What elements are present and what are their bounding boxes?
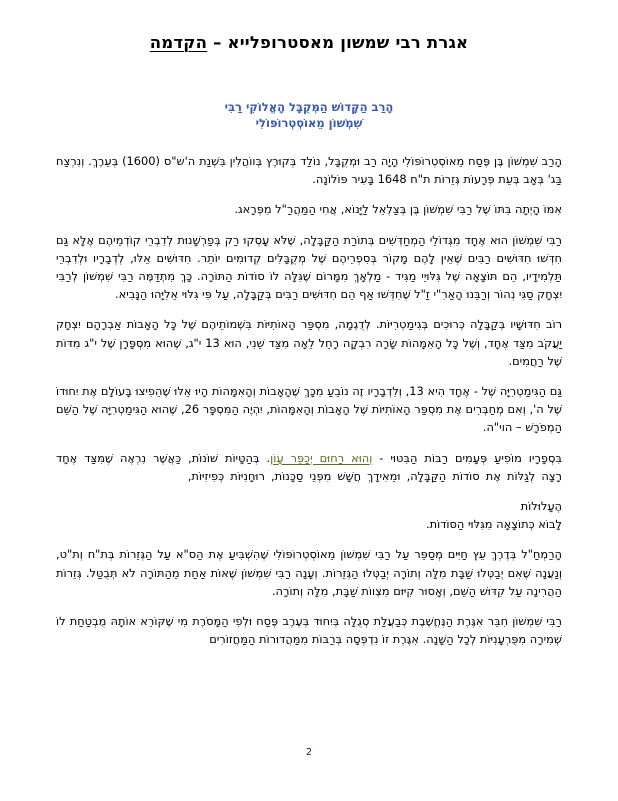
document-subtitle bbox=[0, 99, 618, 131]
vehu-rachum-text-before: בִּסְפָרָיו מוֹפִיעַ פְּעָמִים רַבּוֹת הַבִּטּוּי - bbox=[372, 450, 562, 465]
paragraph-biography: הָרַב שִׁמְשׁוֹן בֶּן פֶּסַח מֵאוֹסְטְרוֹפּוֹלִי הָיָה רַב וּמְקֻבָּל, נוֹלַד בְּקוּרֶץ בְּווֹהֲלִין בִּשְׁנַת ה'ש"ס (1600) בְּעֵרֶךְ. וְנִרְצַח בַּג' בְּאָב בְּעֵת פְּרָעוֹת גְּזֵרוֹת ת"ח 1648 בָּעִיר פּוֹלוֹנָה. bbox=[56, 154, 562, 187]
subtitle-line-2: שִׁמְשׁוֹן מֵאוֹסְטְרוֹפּוֹלִי bbox=[255, 116, 363, 130]
vehu-rachum-text-after: . בְּהַטָּיוֹת שׁוֹנוֹת, כַּאֲשֶׁר נִרְאֶה שֶׁמִּצַּד אֶחָד רָצָה לְגַלּוֹת אֶת סוֹדוֹת הַקַּבָּלָה, וּמֵאִידָךְ חֲשָׁשׁ מִפְּנֵי סַכָּנוֹת, רוּחָנִיּוֹת כְּפִיזִיּוֹת, bbox=[56, 450, 562, 483]
page-title-main: אגרת רבי שמשון מאסטרופלייא – bbox=[207, 33, 469, 52]
paragraph-igeret-segula: רַבִּי שִׁמְשׁוֹן חִבֵּר אִגֶּרֶת הַנֶּחֱשֶׁבֶת כְּבַעֲלַת סְגֻלָּה בְּיִחוּד בְּעֶרֶב פֶּסַח וּלְפִי הַמָּסֹרֶת מִי שֶׁקּוֹרֵא אוֹתָהּ מֻבְטַחַת לוֹ שְׁמִירָה מִפֻּרְעָנִיּוֹת לְכָל הַשָּׁנָה. אִגֶּרֶת זוֹ נִדְפְּסָה בְּרַבּוֹת מִמַּהֲדוּרוֹת הַמַּחֲזוֹרִים bbox=[56, 614, 562, 647]
paragraph-vehu-rachum bbox=[56, 449, 562, 485]
paragraph-gematria-thirteen: רוֹב חִדּוּשָׁיו בְּקַבָּלָה כְּרוּכִים בְּגִימַטְרִיּוֹת. לְדֻגְמָה, מִסְפַּר הָאוֹתִיּוֹת בִּשְׁמוֹתֵיהֶם שֶׁל כָּל הָאָבוֹת אַבְרָהָם יִצְחָק יַעֲקֹב מִצַּד אֶחָד, וְשֶׁל כָּל הָאִמָּהוֹת שָׂרָה רִבְקָה רָחֵל לֵאָה מִצַּד שֵׁנִי, הוּא 13 י"ג, שֶׁהוּא מִסְפָּרָן שֶׁל י"ג מִדּוֹת שֶׁל רַחֲמִים. bbox=[56, 317, 562, 368]
subtitle-line-1: הָרַב הַקָּדוֹשׁ הַמְּקֻבָּל הָאֱלוֹקִי רַבִּי bbox=[224, 100, 394, 114]
page-title bbox=[0, 33, 618, 52]
page-number: 2 bbox=[305, 747, 313, 758]
document-body bbox=[56, 152, 562, 660]
vehu-rachum-quote: וְהוּא רַחוּם יְכַפֵּר עָוֺן bbox=[270, 450, 373, 465]
page-title-underlined: הקדמה bbox=[149, 33, 208, 52]
vehu-rachum-tail-line-1: הֶעָלוּלוֹת bbox=[520, 499, 562, 514]
vehu-rachum-tail-line-2: לָבוֹא כְּתוֹצָאָה מִגִּלּוּי הַסּוֹדוֹת. bbox=[426, 517, 562, 532]
paragraph-mother: אִמּוֹ הָיְתָה בִּתּוֹ שֶׁל רַבִּי שִׁמְשׁוֹן בֶּן בְּצַלְאֵל לַיָּנוֹא, אֲחִי הַמַּהֲרַ"ל מִפְּרָאג. bbox=[234, 202, 562, 217]
paragraph-ramchal: הָרַמְחַ"ל בְּדֶרֶךְ עֵץ חַיִּים מְסַפֵּר עַל רַבִּי שִׁמְשׁוֹן מֵאוֹסְטְרוֹפּוֹלִי שֶׁהִשְׁבִּיעַ אֶת הַס"א עַל הַגְּזֵרוֹת בְּת"ח וְת"ט, וְנַעֲנָה שֶׁאִם יְבַטְּלוּ שַׁבָּת מִלָּה וְתוֹרָה יְבַטְּלוּ הַגְּזֵרוֹת. וְעָנָה רַבִּי שִׁמְשׁוֹן שֶׁאוֹת אַחַת מֵהַתּוֹרָה לֹא תְּבֻטַּל. גְּזֵרוֹת הַהֲרִינָה עַל קִדּוּשׁ הַשֵּׁם, וְאָסוּר קִיּוּם מִצְווֹת שַׁבָּת, מִלָּה וְתוֹרָה. bbox=[56, 547, 562, 598]
paragraph-kabbalah: רַבִּי שִׁמְשׁוֹן הוּא אֶחָד מִגְּדוֹלֵי הַמְחַדְּשִׁים בְּתוֹרַת הַקַּבָּלָה, שֶׁלֹּא עָסְקוּ רַק בְּפַרְשָׁנוּת לְדִבְרֵי קוֹדְמֵיהֶם אֶלָּא גַּם חִדְּשׁוּ חִדּוּשִׁים רַבִּים שֶׁאֵין לָהֶם מָקוֹר בְּסִפְרֵיהֶם שֶׁל מְקֻבָּלִים קְדוּמִים יוֹתֵר. חִדּוּשִׁים אֵלּוּ, לְדְבָרָיו וּלְדִבְרֵי תַּלְמִידָיו, הֵם תּוֹצָאָה שֶׁל גִּלּוּיֵי מַגִּיד - מַלְאָךְ מִמָּרוֹם שֶׁגִּלָּה לוֹ סוֹדוֹת הַתּוֹרָה. כָּךְ מִתְדַּמֶּה רַבִּי שִׁמְשׁוֹן לְרַבִּי יִצְחָק סַגִּי נְהוֹר וְרַבֵּנוּ הָאַרִ"י זַ"ל שֶׁחִדְּשׁוּ אַף הֵם חִדּוּשִׁים רַבִּים בְּקַבָּלָה, עַל פִּי גִּלּוּי אֵלִיָּהוּ הַנָּבִיא. bbox=[56, 232, 562, 302]
paragraph-gematria-twentysix: גַּם הַגִּימַטְרִיָּה שֶׁל - אֶחָד הִיא 13, וְלִדְבָרָיו זֶה נוֹבֵעַ מִכָּךְ שֶׁהָאָבוֹת וְהָאִמָּהוֹת הָיוּ אֵלּוּ שֶׁהֵפִיצוּ בָּעוֹלָם אֶת יִחוּדוֹ שֶׁל ה', וְאִם מְחַבְּרִים אֶת מִסְפַּר הָאוֹתִיּוֹת שֶׁל הָאָבוֹת וְהָאִמָּהוֹת, יִהְיֶה הַמִּסְפָּר 26, שֶׁהוּא הַגִּימַטְרִיָּה שֶׁל הַשֵּׁם הַמְפֹרָשׁ – הוי"ה. bbox=[56, 384, 563, 435]
